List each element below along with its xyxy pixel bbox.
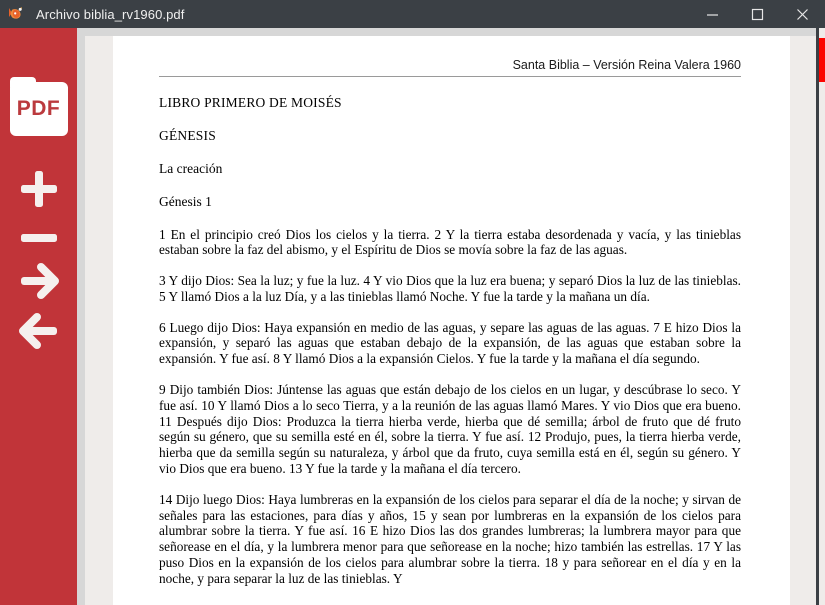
header-rule [159, 76, 741, 77]
scripture-paragraph: 14 Dijo luego Dios: Haya lumbreras en la expansión de los cielos para separar el día de la noche; y sirvan de señales para las estaciones, para días y años, 15 y sean por lumbreras en la expansión de los cielos para alumbrar sobre la tierra. Y fue así. 16 E hizo Dios las dos grandes lumbreras; la lumbrera mayor para que señorease en el día, y la lumbrera menor para que señorease en la noche; hizo también las estrellas. 17 Y las puso Dios en la expansión de los cielos para alumbrar sobre la tierra. 18 y para señorear en el día y en la noche, y para separar la luz de las tinieblas. Y [159, 491, 741, 586]
viewer-top-gutter [77, 28, 825, 36]
minimize-button[interactable] [690, 0, 735, 28]
pdf-badge-label: PDF [16, 97, 61, 120]
viewer-left-gutter [77, 28, 85, 605]
section-title: La creación [159, 160, 223, 176]
title-bar [0, 0, 825, 28]
pdf-folder-icon [10, 82, 68, 136]
arrow-left-icon [15, 310, 63, 352]
pdf-page [113, 36, 790, 605]
book-name: GÉNESIS [159, 127, 216, 143]
scripture-paragraph: 1 En el principio creó Dios los cielos y la tierra. 2 Y la tierra estaba desordenada y vacía, y las tinieblas estaban sobre la faz del abismo, y el Espíritu de Dios se movía sobre la faz de las aguas. [159, 226, 741, 258]
open-pdf-button[interactable] [0, 78, 77, 140]
scripture-paragraph: 6 Luego dijo Dios: Haya expansión en medio de las aguas, y separe las aguas de las aguas. 7 E hizo Dios la expansión, y separó las aguas que estaban debajo de la expansión, de las aguas que estaban sobre la expansión. Y fue así. 8 Y llamó Dios a la expansión Cielos. Y fue la tarde y la mañana el día segundo. [159, 319, 741, 367]
scrollbar-track[interactable] [816, 28, 819, 605]
scripture-paragraph: 3 Y dijo Dios: Sea la luz; y fue la luz. 4 Y vio Dios que la luz era buena; y separó Dios la luz de las tinieblas. 5 Y llamó Dios a la luz Día, y a las tinieblas llamó Noche. Y fue la tarde y la mañana un día. [159, 273, 741, 304]
book-title: LIBRO PRIMERO DE MOISÉS [159, 95, 342, 110]
scripture-paragraph: 9 Dijo también Dios: Júntense las aguas que están debajo de los cielos en un lugar, y descúbrase lo seco. Y fue así. 10 Y llamó Dios a lo seco Tierra, y a la reunión de las aguas llamó Mares. Y vio Dios que era bueno. 11 Después dijo Dios: Produzca la tierra hierba verde, hierba que dé semilla; árbol de fruto que dé fruto según su género, que su semilla esté en él, sobre la tierra. Y fue así. 12 Produjo, pues, la tierra hierba verde, hierba que da semilla según su naturaleza, y árbol que da fruto, cuya semilla está en él, según su género. Y vio Dios que era bueno. 13 Y fue la tarde y la mañana el día tercero. [159, 382, 741, 477]
close-button[interactable] [780, 0, 825, 28]
document-viewer[interactable] [77, 28, 825, 605]
arrow-right-icon [15, 260, 63, 302]
plus-icon [15, 165, 63, 213]
left-toolbar [0, 28, 77, 605]
scrollbar-thumb[interactable] [819, 38, 825, 82]
fox-icon [6, 0, 32, 28]
minus-icon [15, 228, 63, 248]
window-title: Archivo biblia_rv1960.pdf [36, 6, 185, 22]
maximize-button[interactable] [735, 0, 780, 28]
chapter-label: Génesis 1 [159, 193, 212, 209]
vertical-scrollbar[interactable] [816, 28, 825, 605]
prev-page-button[interactable] [0, 300, 77, 362]
zoom-in-button[interactable] [0, 158, 77, 220]
running-header: Santa Biblia – Versión Reina Valera 1960 [512, 58, 741, 72]
